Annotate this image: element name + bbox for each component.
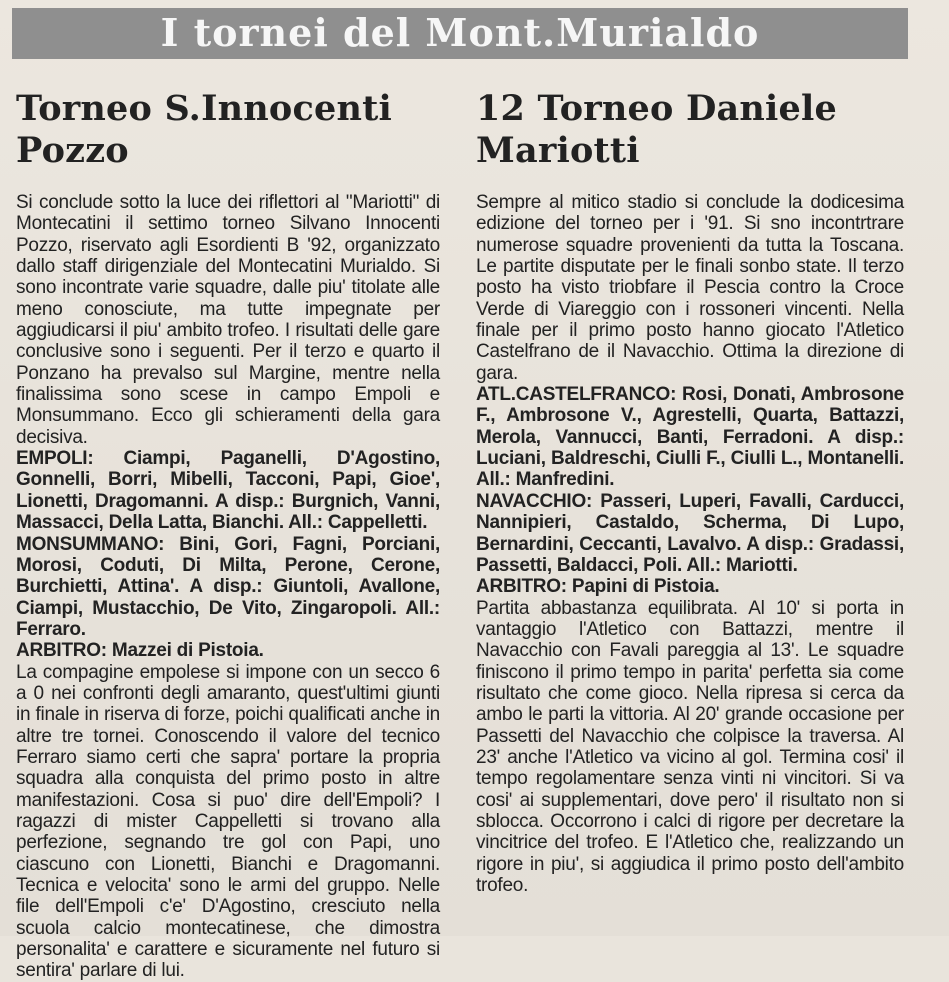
right-article-report: Partita abbastanza equilibrata. Al 10' si porta in vantaggio l'Atletico con Battazzi, mentre il Navacchio con Favali pareggia al 13'. Le squadre finiscono il primo tempo in parita' perfetta sia come risultato che come gioco. Nella ripresa si cerca da ambo le parti la vittoria. Al 20' grande occasione per Passetti del Navacchio che colpisce la traversa. Al 23' anche l'Atletico va vicino al gol. Termina cosi' il tempo regolamentare senza vinti ni vincitori. Si va cosi' ai supplementari, dove pero' il risultato non si sblocca. Occorrono i calci di rigore per decretare la vincitrice del trofeo. E l'Atletico che, realizzando un rigore in piu', si aggiudica il primo posto dell'ambito trofeo. [476,597,904,896]
right-article-body [476,192,904,896]
left-article-referee: ARBITRO: Mazzei di Pistoia. [16,640,264,662]
right-article-lineup-castelfranco: ATL.CASTELFRANCO: Rosi, Donati, Ambrosone F., Ambrosone V., Agrestelli, Quarta, Battazzi, Merola, Vannucci, Banti, Ferradoni. A disp.: Luciani, Baldreschi, Ciulli F., Ciulli L., Montanelli. All.: Manfredini. [476,384,904,491]
left-article-intro: Si conclude sotto la luce dei riflettori al "Mariotti" di Montecatini il settimo torneo Silvano Innocenti Pozzo, riservato agli Esordienti B '92, organizzato dallo staff dirigenziale del Montecatini Murialdo. Si sono incontrate varie squadre, dalle piu' titolate alle meno conosciute, ma tutte impegnate per aggiudicarsi il piu' ambito trofeo. I risultati delle gare conclusive sono i seguenti. Per il terzo e quarto il Ponzano ha prevalso sul Margine, mentre nella finalissima sono scese in campo Empoli e Monsummano. Ecco gli schieramenti della gara decisiva. [16,192,440,448]
left-article [16,88,440,982]
right-article-intro: Sempre al mitico stadio si conclude la dodicesima edizione del torneo per i '91. Si sno incontrtrare numerose squadre provenienti da tutta la Toscana. Le partite disputate per le finali sonbo state. Il terzo posto ha visto triobfare il Pescia contro la Croce Verde di Viareggio con i rossoneri vincenti. Nella finale per il primo posto hanno giocato l'Atletico Castelfrano de il Navacchio. Ottima la direzione di gara. [476,192,904,384]
right-article [476,88,904,896]
right-article-referee: ARBITRO: Papini di Pistoia. [476,576,720,598]
section-banner [12,8,908,59]
right-article-title: 12 Torneo Daniele Mariotti [476,88,837,171]
left-article-report: La compagine empolese si impone con un secco 6 a 0 nei confronti degli amaranto, quest'ultimi giunti in finale in riserva di forze, poichi qualificati anche in altre tre tornei. Conoscendo il valore del tecnico Ferraro siamo certi che sapra' portare la propria squadra alla conquista del primo posto in altre manifestazioni. Cosa si puo' dire dell'Empoli? I ragazzi di mister Cappelletti si trovano alla perfezione, segnando tre gol con Papi, uno ciascuno con Lionetti, Bianchi e Dragomanni. Tecnica e velocita' sono le armi del gruppo. Nelle file dell'Empoli c'e' D'Agostino, cresciuto nella scuola calcio montecatinese, che dimostra personalita' e carattere e sicuramente nel futuro si sentira' parlare di lui. [16,661,440,982]
left-article-body [16,192,440,982]
right-article-lineup-navacchio: NAVACCHIO: Passeri, Luperi, Favalli, Carducci, Nannipieri, Castaldo, Scherma, Di Lupo, Bernardini, Ceccanti, Lavalvo. A disp.: Gradassi, Passetti, Baldacci, Poli. All.: Mariotti. [476,490,904,576]
banner-title: I tornei del Mont.Murialdo [160,9,760,55]
left-article-lineup-monsummano: MONSUMMANO: Bini, Gori, Fagni, Porciani, Morosi, Coduti, Di Milta, Perone, Cerone, Burchietti, Attina'. A disp.: Giuntoli, Avallone, Ciampi, Mustacchio, De Vito, Zingaropoli. All.: Ferraro. [16,533,440,640]
left-article-title: Torneo S.Innocenti Pozzo [16,88,392,171]
left-article-lineup-empoli: EMPOLI: Ciampi, Paganelli, D'Agostino, Gonnelli, Borri, Mibelli, Tacconi, Papi, Gioe', Lionetti, Dragomanni. A disp.: Burgnich, Vanni, Massacci, Della Latta, Bianchi. All.: Cappelletti. [16,448,440,534]
